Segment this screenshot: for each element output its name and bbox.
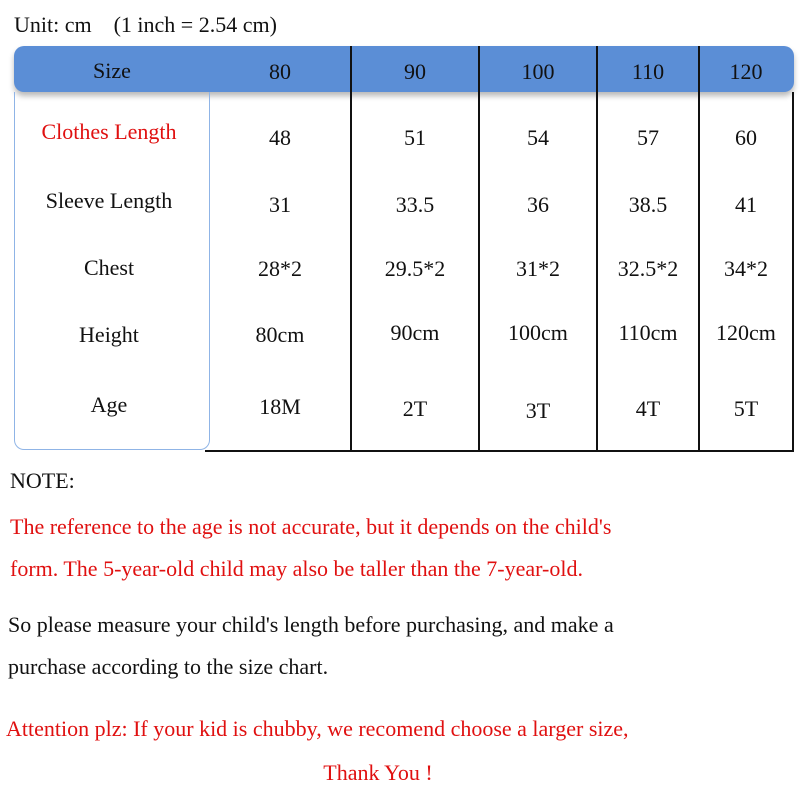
table-cell: 18M [259,394,301,419]
note-black-line-2: purchase according to the size chart. [8,654,329,679]
column-divider [350,46,352,452]
row-label-sleeve-length: Sleeve Length [45,188,173,213]
table-cell: 60 [735,125,757,150]
thank-you-text: Thank You ! [323,760,433,785]
size-column-110: 110 [631,59,665,84]
table-cell: 51 [404,125,426,150]
table-cell: 38.5 [628,192,668,217]
attention-note: Attention plz: If your kid is chubby, we recomend choose a larger size, [6,716,629,741]
table-cell: 28*2 [258,256,302,281]
table-cell: 32.5*2 [617,256,679,281]
table-cell: 31*2 [516,256,560,281]
table-cell: 4T [635,396,661,421]
column-divider [596,46,598,452]
table-cell: 33.5 [395,192,435,217]
size-column-80: 80 [269,59,291,84]
table-cell: 2T [402,396,428,421]
table-cell: 90cm [390,320,440,345]
size-column-90: 90 [404,59,426,84]
column-divider [478,46,480,452]
row-label-age: Age [90,392,128,417]
table-right-border [792,92,794,452]
table-cell: 54 [527,125,549,150]
table-cell: 3T [525,398,551,423]
table-bottom-border [205,450,794,452]
table-cell: 29.5*2 [384,256,446,281]
column-divider [698,46,700,452]
table-cell: 41 [735,192,757,217]
table-cell: 120cm [716,320,776,345]
row-label-height: Height [79,322,139,347]
note-black-line-1: So please measure your child's length before purchasing, and make a [8,612,614,637]
table-cell: 31 [269,192,291,217]
size-header-label: Size [93,58,131,83]
row-label-chest: Chest [83,255,135,280]
table-cell: 48 [269,125,291,150]
row-label-clothes-length: Clothes Length [41,119,177,144]
table-cell: 36 [527,192,549,217]
note-red-line-2: form. The 5-year-old child may also be taller than the 7-year-old. [10,556,583,581]
table-cell: 110cm [618,320,678,345]
table-cell: 80cm [255,322,305,347]
note-red-line-1: The reference to the age is not accurate, but it depends on the child's [10,514,612,539]
size-column-100: 100 [521,59,555,84]
note-title: NOTE: [10,468,75,493]
unit-note: Unit: cm (1 inch = 2.54 cm) [14,12,277,37]
table-cell: 34*2 [724,256,768,281]
table-cell: 100cm [508,320,568,345]
table-cell: 57 [637,125,659,150]
table-cell: 5T [733,396,759,421]
size-column-120: 120 [729,59,763,84]
